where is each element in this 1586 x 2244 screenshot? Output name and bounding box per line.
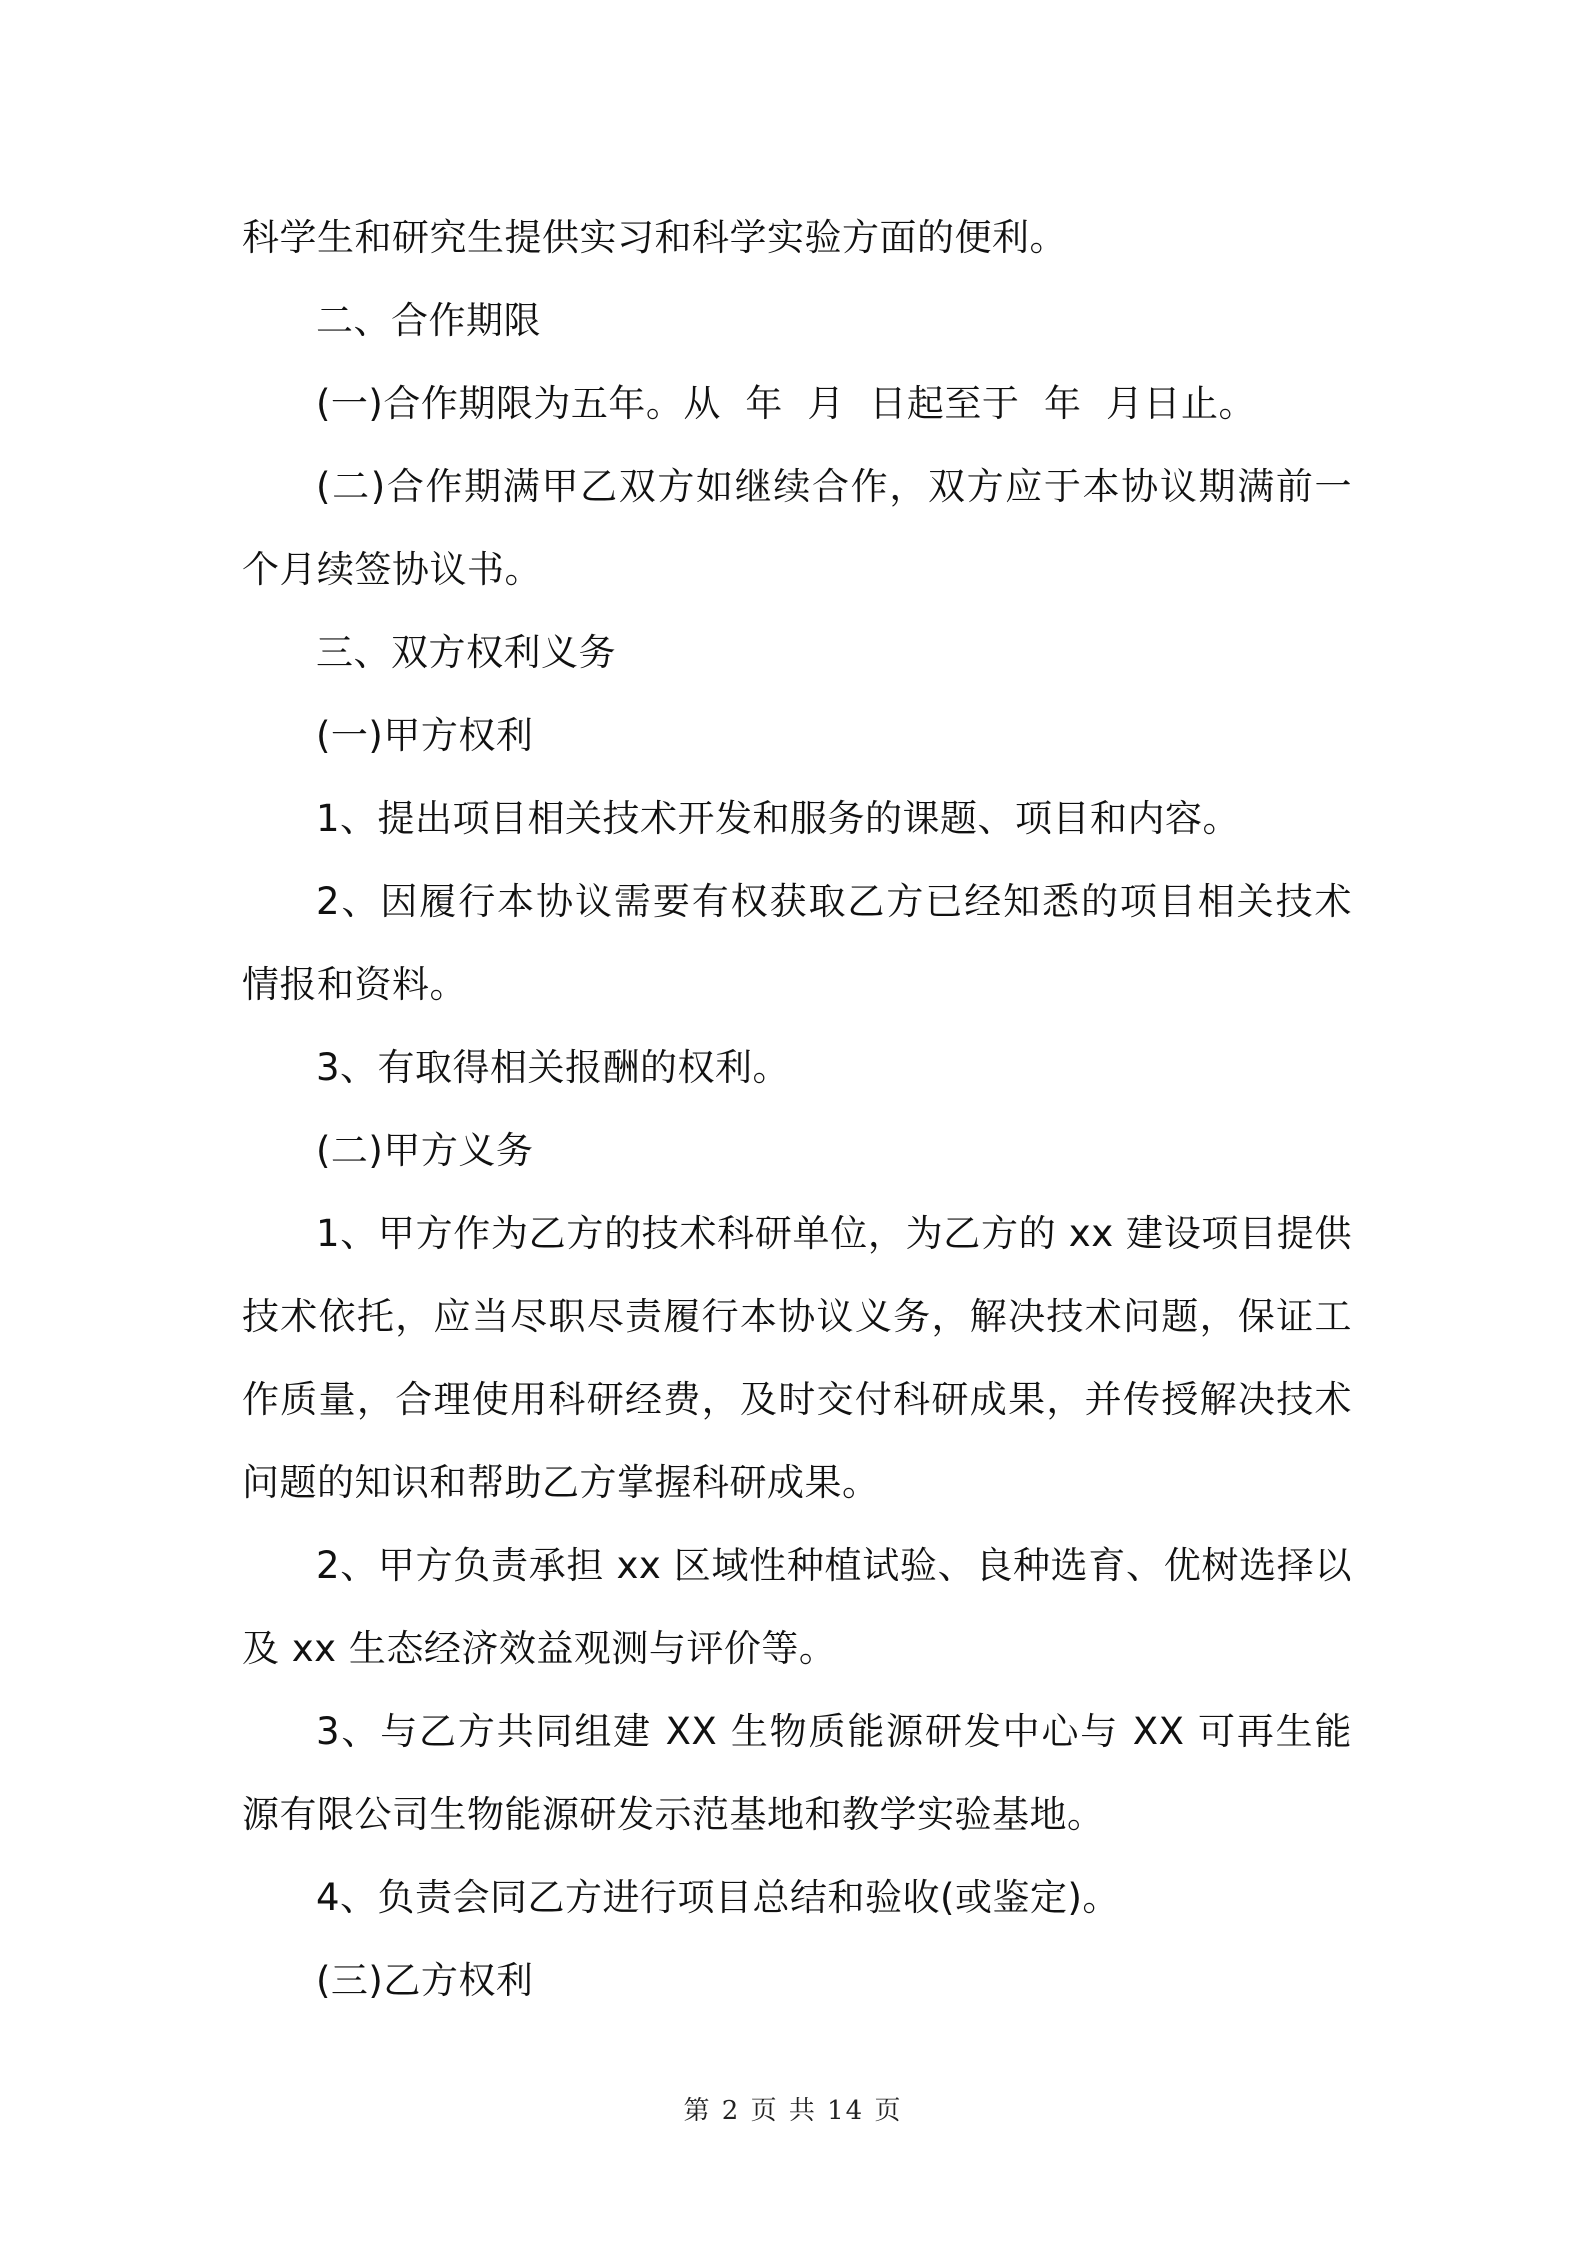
list-item: 3、有取得相关报酬的权利。 xyxy=(316,1046,791,1089)
document-body xyxy=(242,196,1352,2022)
paragraph-term-1: (一)合作期限为五年。从 年 月 日起至于 年 月日止。 xyxy=(316,382,1256,425)
paragraph-0: 科学生和研究生提供实习和科学实验方面的便利。 xyxy=(242,216,1067,259)
section-heading-rights: 三、双方权利义务 xyxy=(316,631,616,674)
list-item: 4、负责会同乙方进行项目总结和验收(或鉴定)。 xyxy=(316,1876,1120,1919)
subheading-party-b-rights: (三)乙方权利 xyxy=(316,1959,534,2002)
list-item: 3、与乙方共同组建 XX 生物质能源研发中心与 XX 可再生能源有限公司生物能源研发示范基地和教学实验基地。 xyxy=(242,1710,1352,1836)
list-item: 2、甲方负责承担 xx 区域性种植试验、良种选育、优树选择以及 xx 生态经济效益观测与评价等。 xyxy=(242,1544,1352,1670)
section-heading-term: 二、合作期限 xyxy=(316,299,541,342)
list-item: 1、提出项目相关技术开发和服务的课题、项目和内容。 xyxy=(316,797,1241,840)
list-item: 2、因履行本协议需要有权获取乙方已经知悉的项目相关技术情报和资料。 xyxy=(242,880,1352,1006)
subheading-party-a-obligations: (二)甲方义务 xyxy=(316,1129,534,1172)
page-number: 第 2 页 共 14 页 xyxy=(683,2096,903,2126)
subheading-party-a-rights: (一)甲方权利 xyxy=(316,714,534,757)
list-item: 1、甲方作为乙方的技术科研单位，为乙方的 xx 建设项目提供技术依托，应当尽职尽责履行本协议义务，解决技术问题，保证工作质量，合理使用科研经费，及时交付科研成果，并传授解决技术问题的知识和帮助乙方掌握科研成果。 xyxy=(242,1212,1352,1504)
paragraph-term-2: (二)合作期满甲乙双方如继续合作，双方应于本协议期满前一个月续签协议书。 xyxy=(242,465,1352,591)
